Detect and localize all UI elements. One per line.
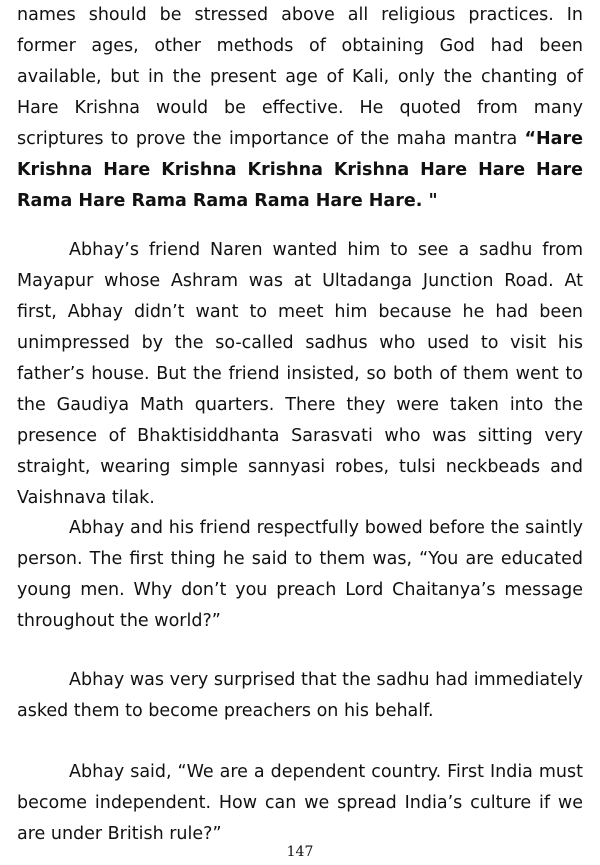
paragraph-text: names should be stressed above all religious practices. In former ages, other methods of obtaining God had been available, but in the present age of Kali, only the chanting of Hare Krishna would be effective. He quoted from many scriptures to prove the importance of the maha mantra [17,5,583,149]
book-page [17,0,583,865]
paragraph-naren: Abhay’s friend Naren wanted him to see a sadhu from Mayapur whose Ashram was at Ultadanga Junction Road. At first, Abhay didn’t want to meet him because he had been unimpressed by the so-called sadhus who used to visit his father’s house. But the friend insisted, so both of them went to the Gaudiya Math quarters. There they were taken into the presence of Bhaktisiddhanta Sarasvati who was sitting very straight, wearing simple sannyasi robes, tulsi neckbeads and Vaishnava tilak. [17,240,583,508]
paragraph-surprise: Abhay was very surprised that the sadhu had immediately asked them to become preachers on his behalf. [17,670,583,721]
maha-mantra-text: “Hare Krishna Hare Krishna Krishna Krishna Hare Hare Hare Rama Hare Rama Rama Rama Hare Hare. " [17,129,583,211]
page-number: 147 [286,844,314,860]
paragraph-meeting: Abhay and his friend respectfully bowed before the saintly person. The first thing he said to them was, “You are educated young men. Why don’t you preach Lord Chaitanya’s message throughout the world?” [17,518,583,631]
paragraph-continuation [17,0,583,217]
paragraph-dependent-country: Abhay said, “We are a dependent country. First India must become independent. How can we spread India’s culture if we are under British rule?” [17,762,583,844]
